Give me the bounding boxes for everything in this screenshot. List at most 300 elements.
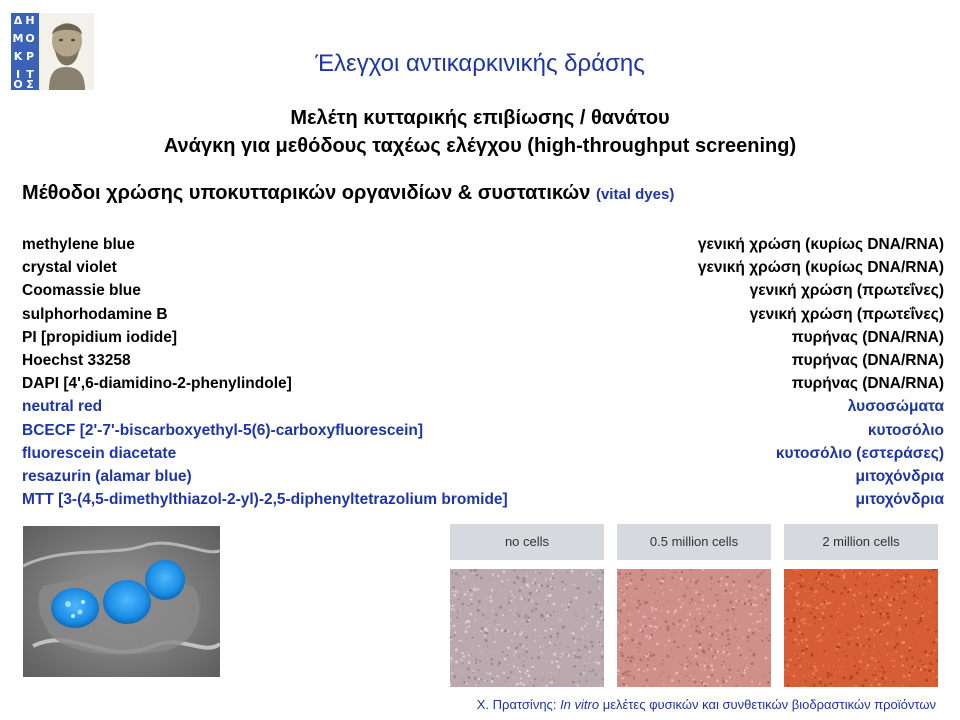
texture-speck xyxy=(651,685,652,686)
texture-speck xyxy=(799,637,800,638)
dye-name: BCECF [2'-7'-biscarboxyethyl-5(6)-carboxyfluorescein] xyxy=(22,421,424,439)
texture-speck xyxy=(651,607,654,610)
texture-speck xyxy=(899,659,900,660)
texture-speck xyxy=(895,627,896,628)
texture-speck xyxy=(467,594,468,595)
texture-speck xyxy=(720,577,723,580)
texture-speck xyxy=(700,682,702,684)
texture-speck xyxy=(455,648,458,651)
texture-speck xyxy=(619,616,620,617)
texture-speck xyxy=(466,627,468,629)
texture-speck xyxy=(492,573,494,575)
texture-speck xyxy=(814,623,815,624)
texture-speck xyxy=(804,622,805,623)
texture-speck xyxy=(617,634,619,636)
texture-speck xyxy=(936,676,938,678)
texture-speck xyxy=(727,653,730,656)
texture-speck xyxy=(695,581,698,584)
texture-speck xyxy=(552,572,554,574)
texture-speck xyxy=(828,667,829,668)
texture-speck xyxy=(872,609,874,611)
texture-speck xyxy=(576,660,577,661)
texture-speck xyxy=(762,628,764,630)
texture-speck xyxy=(695,603,697,605)
texture-speck xyxy=(881,677,884,680)
texture-speck xyxy=(798,580,800,582)
texture-speck xyxy=(559,648,560,649)
section-heading-text: Μέθοδοι χρώσης υποκυτταρικών οργανιδίων & συστατικών xyxy=(22,182,591,204)
texture-speck xyxy=(721,633,724,636)
texture-speck xyxy=(696,625,698,627)
texture-speck xyxy=(495,613,498,616)
vital-dyes-note: (vital dyes) xyxy=(595,186,675,203)
texture-speck xyxy=(874,667,876,669)
texture-speck xyxy=(618,572,621,575)
texture-speck xyxy=(554,644,556,646)
texture-speck xyxy=(887,649,888,650)
texture-speck xyxy=(624,626,626,628)
texture-speck xyxy=(450,639,452,641)
texture-speck xyxy=(865,583,867,585)
texture-speck xyxy=(800,574,802,576)
texture-speck xyxy=(796,655,798,657)
texture-speck xyxy=(756,620,759,623)
texture-speck xyxy=(664,572,665,573)
dye-name: resazurin (alamar blue) xyxy=(22,467,192,485)
texture-speck xyxy=(531,610,534,613)
texture-speck xyxy=(532,601,534,603)
texture-speck xyxy=(517,667,519,669)
texture-speck xyxy=(886,654,888,656)
texture-speck xyxy=(550,577,552,579)
texture-speck xyxy=(749,677,750,678)
texture-speck xyxy=(635,641,637,643)
texture-speck xyxy=(722,678,724,680)
texture-speck xyxy=(619,599,620,600)
texture-speck xyxy=(865,597,867,599)
texture-speck xyxy=(623,635,624,636)
texture-speck xyxy=(758,583,760,585)
texture-speck xyxy=(903,586,906,589)
texture-speck xyxy=(569,650,570,651)
texture-speck xyxy=(656,642,659,645)
texture-speck xyxy=(753,597,755,599)
texture-speck xyxy=(928,674,929,675)
texture-speck xyxy=(452,590,454,592)
texture-speck xyxy=(756,638,757,639)
texture-speck xyxy=(695,630,698,633)
texture-speck xyxy=(625,584,628,587)
texture-speck xyxy=(634,664,636,666)
texture-speck xyxy=(499,606,502,609)
texture-speck xyxy=(573,652,575,654)
texture-speck xyxy=(707,605,709,607)
dye-target: γενική χρώση (πρωτεΐνες) xyxy=(749,305,944,323)
texture-speck xyxy=(826,602,829,605)
texture-speck xyxy=(686,657,688,659)
texture-speck xyxy=(504,681,506,683)
texture-speck xyxy=(698,593,700,595)
texture-speck xyxy=(832,590,835,593)
texture-speck xyxy=(825,653,826,654)
texture-speck xyxy=(703,642,704,643)
texture-speck xyxy=(694,618,696,620)
texture-speck xyxy=(627,657,628,658)
texture-speck xyxy=(854,628,856,630)
texture-speck xyxy=(767,593,770,596)
texture-speck xyxy=(870,603,873,606)
texture-speck xyxy=(749,683,750,684)
texture-speck xyxy=(703,651,706,654)
texture-speck xyxy=(583,672,585,674)
texture-speck xyxy=(912,589,913,590)
texture-speck xyxy=(806,645,808,647)
texture-speck xyxy=(691,625,692,626)
texture-speck xyxy=(479,660,481,662)
texture-speck xyxy=(803,675,805,677)
texture-speck xyxy=(766,637,768,639)
texture-speck xyxy=(649,618,651,620)
texture-speck xyxy=(809,582,810,583)
texture-speck xyxy=(847,606,848,607)
texture-speck xyxy=(711,634,714,637)
texture-speck xyxy=(620,569,621,570)
texture-speck xyxy=(707,628,708,629)
logo-letter: Η xyxy=(25,14,35,27)
texture-speck xyxy=(482,614,484,616)
texture-speck xyxy=(738,653,739,654)
texture-speck xyxy=(841,592,843,594)
texture-speck xyxy=(671,659,672,660)
texture-speck xyxy=(794,671,795,672)
texture-speck xyxy=(649,635,652,638)
subtitle-survival: Μελέτη κυτταρικής επιβίωσης / θανάτου xyxy=(290,107,670,129)
texture-speck xyxy=(900,595,901,596)
texture-speck xyxy=(756,598,757,599)
texture-speck xyxy=(919,660,921,662)
texture-speck xyxy=(693,632,694,633)
texture-speck xyxy=(643,671,645,673)
texture-speck xyxy=(591,572,593,574)
texture-speck xyxy=(789,659,792,662)
texture-speck xyxy=(932,664,934,666)
texture-speck xyxy=(733,606,735,608)
texture-speck xyxy=(539,586,541,588)
texture-speck xyxy=(865,679,868,682)
texture-speck xyxy=(671,679,674,682)
texture-speck xyxy=(893,665,895,667)
texture-speck xyxy=(570,601,572,603)
texture-speck xyxy=(911,665,914,668)
texture-speck xyxy=(800,670,801,671)
texture-speck xyxy=(473,639,474,640)
texture-speck xyxy=(573,617,574,618)
texture-speck xyxy=(599,669,600,670)
texture-speck xyxy=(760,683,761,684)
texture-speck xyxy=(599,602,600,603)
texture-speck xyxy=(880,675,881,676)
texture-speck xyxy=(525,574,526,575)
texture-speck xyxy=(579,638,581,640)
texture-speck xyxy=(528,597,529,598)
texture-speck xyxy=(684,667,687,670)
texture-speck xyxy=(709,611,711,613)
texture-speck xyxy=(727,638,730,641)
texture-speck xyxy=(803,605,804,606)
dye-name: DAPI [4',6-diamidino-2-phenylindole] xyxy=(22,375,292,393)
texture-speck xyxy=(540,617,541,618)
texture-speck xyxy=(453,594,456,597)
texture-speck xyxy=(655,608,657,610)
texture-speck xyxy=(930,612,932,614)
texture-speck xyxy=(842,614,843,615)
texture-speck xyxy=(694,581,695,582)
texture-speck xyxy=(895,573,896,574)
texture-speck xyxy=(650,654,653,657)
texture-speck xyxy=(710,664,713,667)
texture-speck xyxy=(687,587,689,589)
footer-author: Χ. Πρατσίνης: xyxy=(476,697,557,712)
texture-speck xyxy=(484,680,486,682)
texture-speck xyxy=(705,648,706,649)
texture-speck xyxy=(544,629,547,632)
texture-speck xyxy=(905,574,906,575)
texture-speck xyxy=(896,597,897,598)
texture-speck xyxy=(706,659,707,660)
texture-speck xyxy=(559,671,561,673)
texture-speck xyxy=(627,606,628,607)
texture-speck xyxy=(668,639,671,642)
texture-speck xyxy=(627,620,629,622)
texture-speck xyxy=(475,620,476,621)
texture-speck xyxy=(799,583,801,585)
texture-speck xyxy=(588,651,591,654)
texture-speck xyxy=(821,603,824,606)
texture-speck xyxy=(894,646,897,649)
texture-speck xyxy=(743,668,744,669)
texture-speck xyxy=(698,602,700,604)
texture-speck xyxy=(881,644,882,645)
texture-speck xyxy=(599,607,600,608)
texture-speck xyxy=(709,637,710,638)
texture-speck xyxy=(847,591,849,593)
texture-speck xyxy=(673,641,675,643)
list-item xyxy=(22,282,944,305)
texture-speck xyxy=(838,643,840,645)
texture-speck xyxy=(812,677,813,678)
texture-speck xyxy=(861,651,862,652)
texture-speck xyxy=(475,659,477,661)
texture-speck xyxy=(591,615,594,618)
texture-speck xyxy=(727,575,729,577)
texture-speck xyxy=(829,602,832,605)
texture-speck xyxy=(839,671,840,672)
texture-speck xyxy=(787,684,789,686)
texture-speck xyxy=(699,608,701,610)
texture-speck xyxy=(654,609,655,610)
texture-speck xyxy=(473,677,476,680)
texture-speck xyxy=(547,601,549,603)
texture-speck xyxy=(886,596,887,597)
texture-speck xyxy=(687,668,688,669)
texture-speck xyxy=(717,650,719,652)
texture-speck xyxy=(753,587,754,588)
texture-speck xyxy=(517,613,519,615)
logo-letter: Τ xyxy=(26,68,34,81)
subtitle-hts: Ανάγκη για μεθόδους ταχέως ελέγχου (high-throughput screening) xyxy=(163,135,797,157)
texture-speck xyxy=(574,611,575,612)
texture-speck xyxy=(693,678,695,680)
texture-speck xyxy=(858,668,860,670)
texture-speck xyxy=(459,642,460,643)
texture-speck xyxy=(507,646,510,649)
texture-speck xyxy=(852,621,853,622)
texture-speck xyxy=(623,599,625,601)
texture-speck xyxy=(893,628,894,629)
texture-speck xyxy=(743,672,745,674)
texture-speck xyxy=(921,645,922,646)
texture-speck xyxy=(784,585,786,587)
dye-target: κυτοσόλιο xyxy=(867,421,944,439)
footer-text: μελέτες φυσικών και συνθετικών βιοδραστικών προϊόντων xyxy=(602,697,936,712)
texture-speck xyxy=(902,650,903,651)
texture-speck xyxy=(762,571,764,573)
texture-speck xyxy=(668,676,670,678)
texture-speck xyxy=(829,583,830,584)
texture-speck xyxy=(568,603,570,605)
texture-speck xyxy=(744,669,746,671)
texture-speck xyxy=(795,665,796,666)
texture-speck xyxy=(840,639,841,640)
texture-speck xyxy=(512,594,514,596)
texture-speck xyxy=(715,638,717,640)
texture-speck xyxy=(478,645,479,646)
texture-speck xyxy=(827,676,829,678)
texture-speck xyxy=(875,580,876,581)
texture-speck xyxy=(725,634,726,635)
texture-speck xyxy=(929,663,931,665)
texture-speck xyxy=(853,599,854,600)
texture-speck xyxy=(517,637,518,638)
texture-speck xyxy=(802,641,804,643)
texture-speck xyxy=(557,665,558,666)
texture-speck xyxy=(682,602,684,604)
texture-speck xyxy=(586,609,587,610)
texture-speck xyxy=(548,581,549,582)
dye-name: crystal violet xyxy=(22,259,117,277)
texture-speck xyxy=(527,617,530,620)
texture-speck xyxy=(897,612,899,614)
texture-speck xyxy=(549,614,551,616)
texture-speck xyxy=(719,594,720,595)
texture-speck xyxy=(633,677,635,679)
texture-speck xyxy=(573,665,576,668)
texture-speck xyxy=(922,612,923,613)
texture-speck xyxy=(525,651,528,654)
texture-speck xyxy=(820,572,822,574)
texture-speck xyxy=(621,668,622,669)
texture-speck xyxy=(470,595,472,597)
texture-speck xyxy=(622,635,623,636)
texture-speck xyxy=(717,615,719,617)
texture-speck xyxy=(480,577,483,580)
texture-speck xyxy=(557,658,559,660)
texture-speck xyxy=(793,582,795,584)
texture-speck xyxy=(690,569,692,571)
texture-speck xyxy=(702,596,704,598)
texture-speck xyxy=(914,601,915,602)
texture-speck xyxy=(533,578,535,580)
texture-speck xyxy=(501,580,503,582)
texture-speck xyxy=(637,668,640,671)
texture-speck xyxy=(928,611,929,612)
texture-speck xyxy=(878,661,880,663)
texture-speck xyxy=(539,646,541,648)
texture-speck xyxy=(486,645,488,647)
texture-speck xyxy=(546,595,549,598)
texture-speck xyxy=(819,618,821,620)
texture-speck xyxy=(573,584,575,586)
texture-speck xyxy=(765,611,766,612)
texture-speck xyxy=(460,659,462,661)
texture-speck xyxy=(815,606,818,609)
texture-speck xyxy=(746,664,747,665)
texture-speck xyxy=(622,592,624,594)
texture-speck xyxy=(636,660,637,661)
texture-speck xyxy=(864,571,865,572)
texture-speck xyxy=(579,681,581,683)
texture-speck xyxy=(643,615,646,618)
texture-speck xyxy=(909,678,910,679)
texture-speck xyxy=(882,613,884,615)
texture-speck xyxy=(511,602,512,603)
texture-speck xyxy=(762,675,763,676)
texture-speck xyxy=(453,586,455,588)
texture-speck xyxy=(749,599,751,601)
texture-speck xyxy=(933,616,934,617)
texture-speck xyxy=(530,595,531,596)
texture-speck xyxy=(694,681,697,684)
texture-speck xyxy=(452,609,453,610)
texture-speck xyxy=(580,650,581,651)
texture-speck xyxy=(663,605,664,606)
texture-speck xyxy=(678,599,680,601)
texture-speck xyxy=(872,674,874,676)
texture-speck xyxy=(595,661,597,663)
texture-speck xyxy=(902,685,904,687)
texture-speck xyxy=(842,575,843,576)
texture-speck xyxy=(708,616,709,617)
texture-speck xyxy=(875,583,876,584)
texture-speck xyxy=(521,620,523,622)
list-item xyxy=(22,375,944,398)
texture-speck xyxy=(472,572,474,574)
texture-speck xyxy=(706,661,707,662)
texture-speck xyxy=(879,672,881,674)
texture-speck xyxy=(687,660,689,662)
texture-speck xyxy=(683,624,686,627)
texture-speck xyxy=(891,586,893,588)
texture-speck xyxy=(623,571,624,572)
texture-speck xyxy=(799,665,802,668)
dye-target: γενική χρώση (κυρίως DNA/RNA) xyxy=(697,259,944,277)
texture-speck xyxy=(477,588,480,591)
texture-speck xyxy=(582,664,583,665)
texture-speck xyxy=(901,578,903,580)
texture-speck xyxy=(576,587,579,590)
texture-speck xyxy=(562,604,564,606)
texture-speck xyxy=(710,576,713,579)
